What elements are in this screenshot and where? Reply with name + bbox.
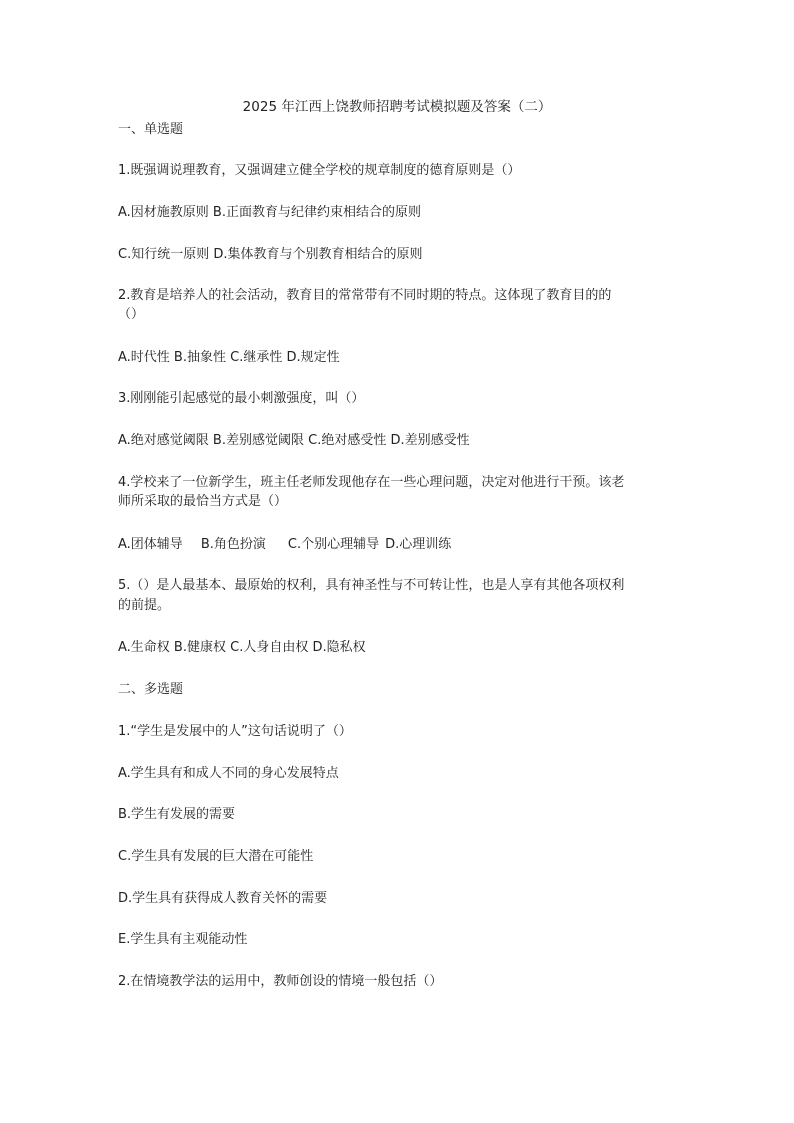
question-5-stem-line1: 5.（）是人最基本、最原始的权利，具有神圣性与不可转让性，也是人享有其他各项权利 [118, 578, 625, 593]
question-1-stem: 1.既强调说理教育，又强调建立健全学校的规章制度的德育原则是（） [118, 163, 521, 178]
mc-question-1-stem: 1.“学生是发展中的人”这句话说明了（） [118, 724, 352, 739]
question-1-options-cd: C.知行统一原则 D.集体教育与个别教育相结合的原则 [118, 247, 423, 262]
question-4-option-a: A.团体辅导 [118, 537, 183, 552]
mc-question-1-option-e: E.学生具有主观能动性 [118, 932, 248, 947]
question-4-stem-line2: 师所采取的最恰当方式是（） [118, 494, 288, 509]
question-2-stem-line1: 2.教育是培养人的社会活动，教育目的常常带有不同时期的特点。这体现了教育目的的 [118, 288, 612, 303]
section-heading-multiple-choice: 二、多选题 [118, 682, 184, 697]
document-title: 2025 年江西上饶教师招聘考试模拟题及答案（二） [242, 99, 552, 115]
question-5-options: A.生命权 B.健康权 C.人身自由权 D.隐私权 [118, 640, 366, 655]
question-4-stem-line1: 4.学校来了一位新学生，班主任老师发现他存在一些心理问题，决定对他进行干预。该老 [118, 475, 625, 490]
question-2-stem-line2: （） [118, 307, 145, 322]
question-1-options-ab: A.因材施教原则 B.正面教育与纪律约束相结合的原则 [118, 205, 421, 220]
mc-question-2-stem: 2.在情境教学法的运用中，教师创设的情境一般包括（） [118, 974, 443, 989]
question-4-option-b: B.角色扮演 [200, 537, 266, 552]
question-5-stem-line2: 的前提。 [118, 598, 171, 613]
question-3-options: A.绝对感觉阈限 B.差别感觉阈限 C.绝对感受性 D.差别感受性 [118, 433, 470, 448]
question-4-option-d: D.心理训练 [385, 537, 452, 552]
mc-question-1-option-b: B.学生有发展的需要 [118, 807, 236, 822]
question-3-stem: 3.刚刚能引起感觉的最小刺激强度，叫（） [118, 391, 365, 406]
question-4-options [118, 535, 678, 554]
mc-question-1-option-a: A.学生具有和成人不同的身心发展特点 [118, 766, 339, 781]
question-4-option-c: C.个别心理辅导 [287, 537, 380, 552]
section-heading-single-choice: 一、单选题 [118, 122, 184, 137]
mc-question-1-option-d: D.学生具有获得成人教育关怀的需要 [118, 891, 328, 906]
question-2-options: A.时代性 B.抽象性 C.继承性 D.规定性 [118, 350, 340, 365]
mc-question-1-option-c: C.学生具有发展的巨大潜在可能性 [118, 849, 314, 864]
